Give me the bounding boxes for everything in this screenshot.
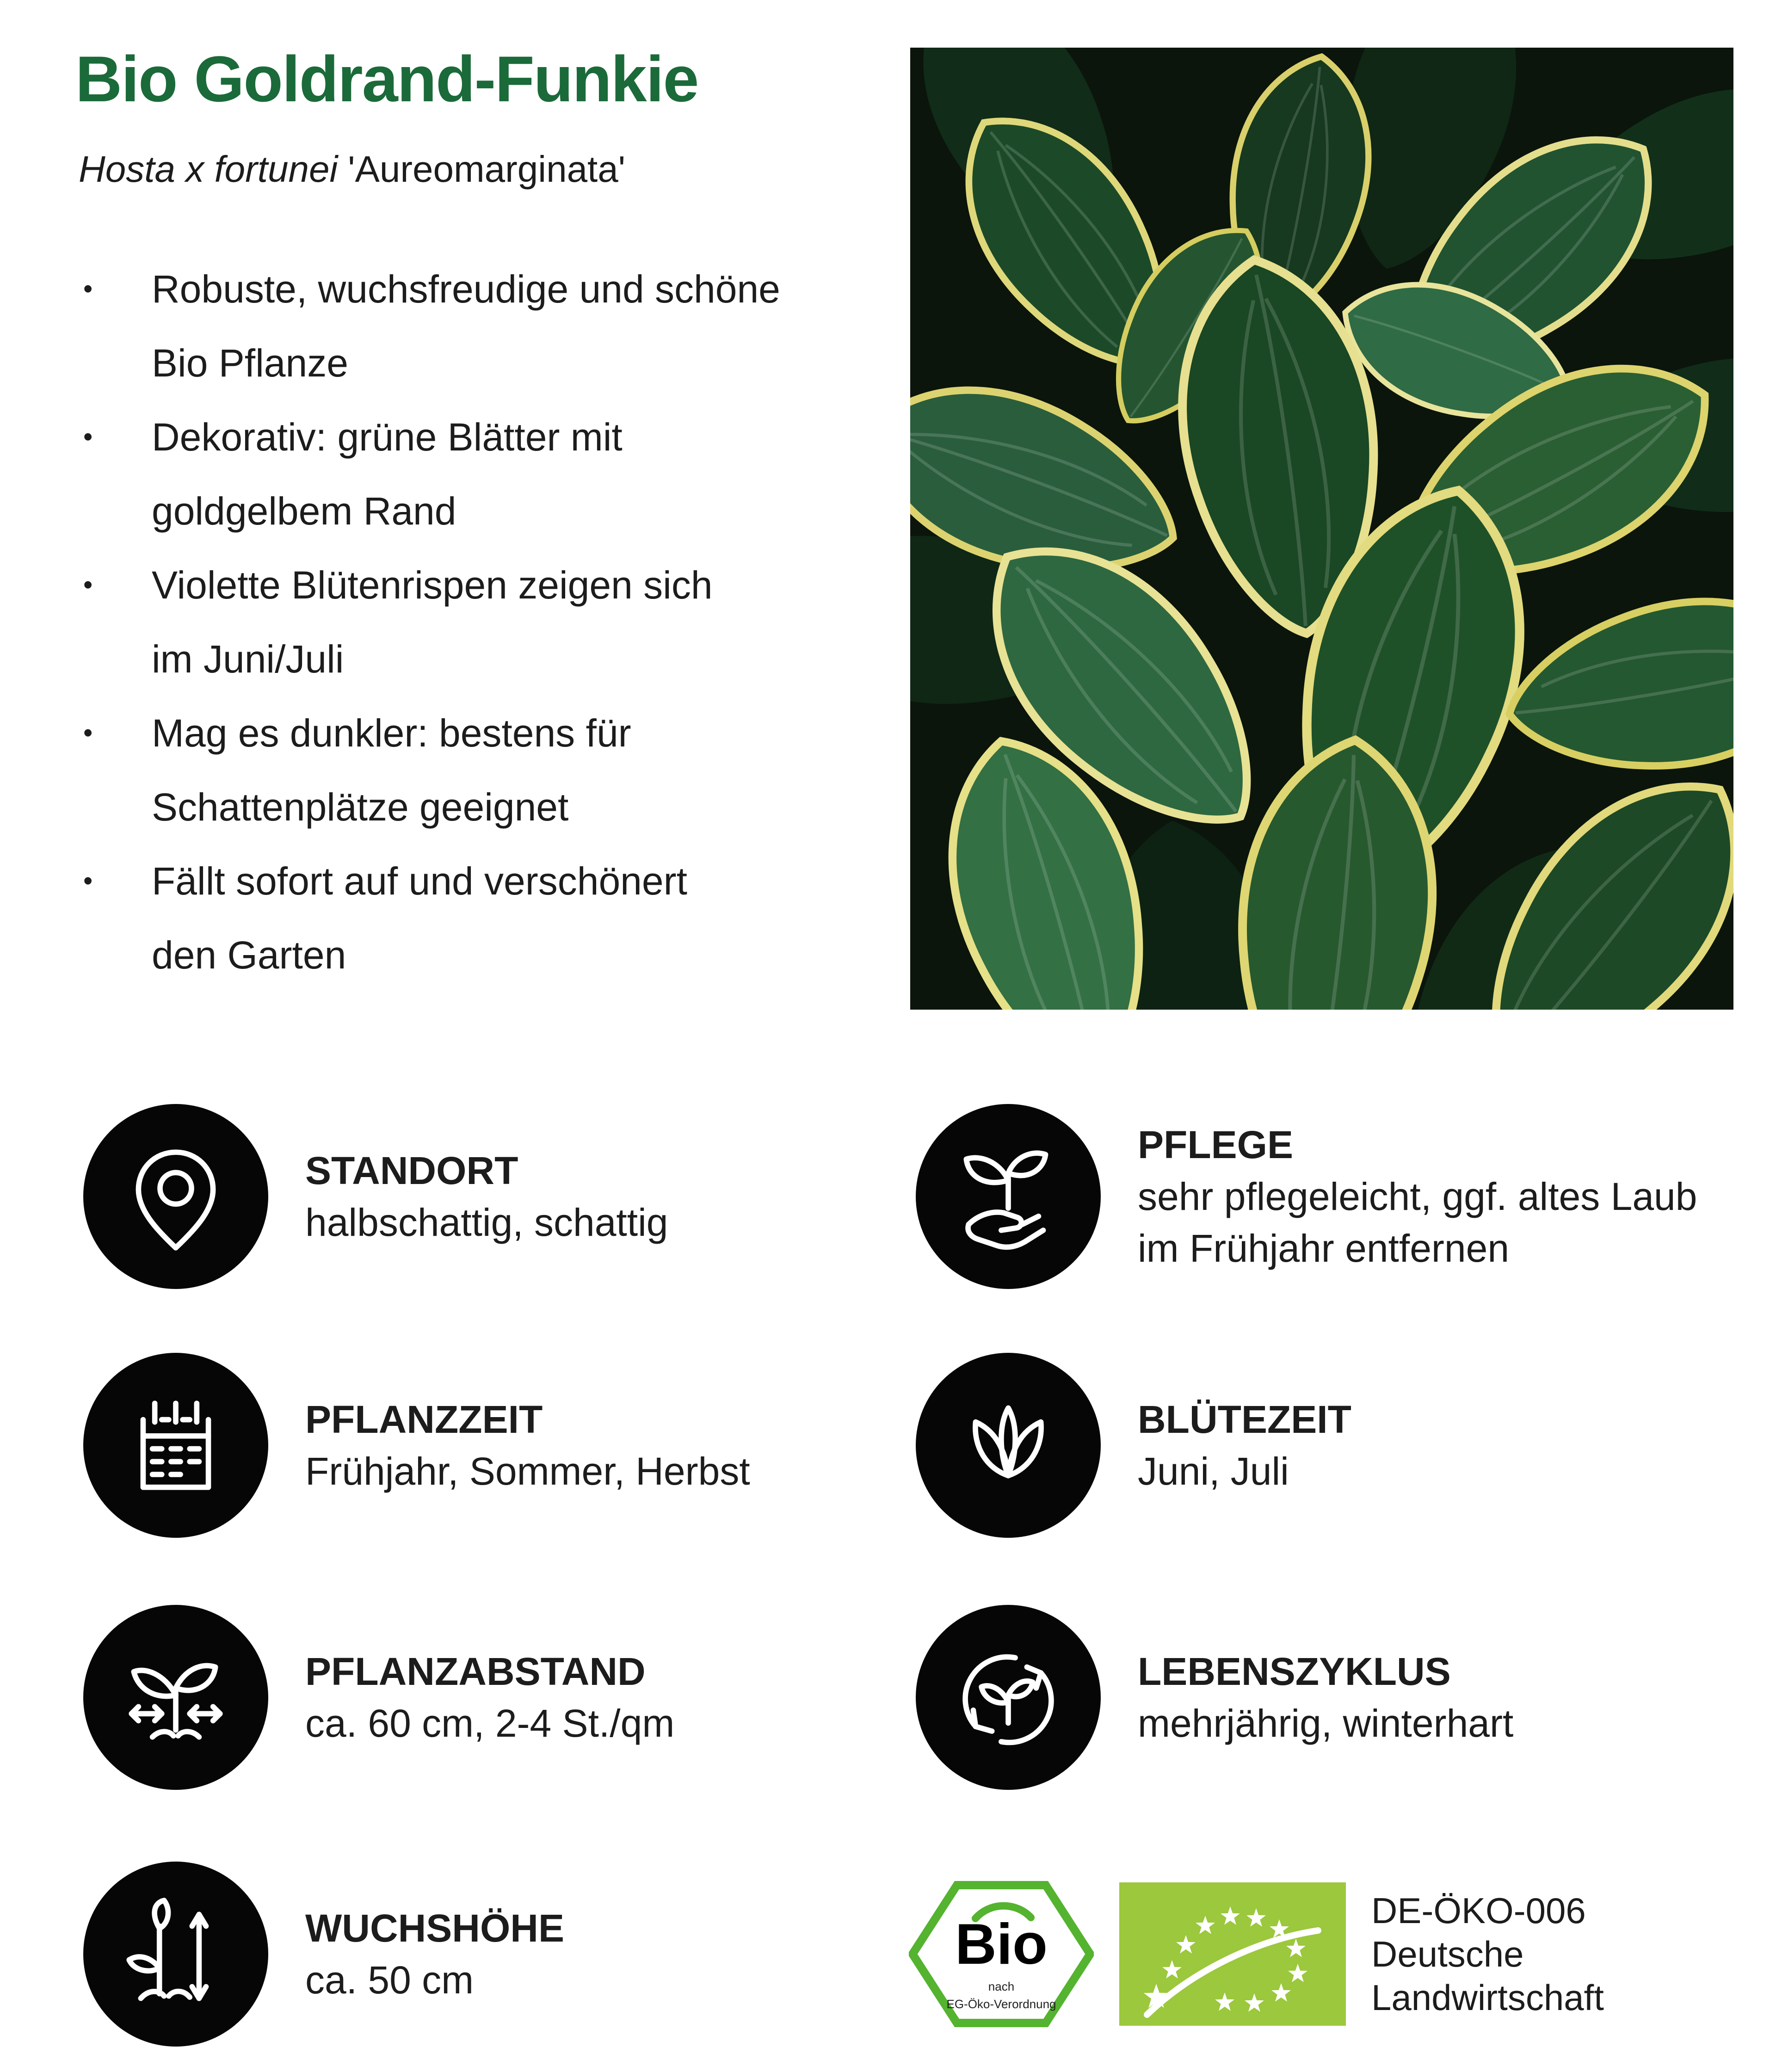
- plant-spacing-icon: [117, 1639, 234, 1756]
- lifecycle-icon: [950, 1639, 1067, 1756]
- bullet-text: goldgelbem Rand: [152, 489, 456, 533]
- botanical-name: [79, 148, 625, 191]
- bullet-text: Mag es dunkler: bestens für: [152, 711, 631, 755]
- icon-circle: [916, 1104, 1101, 1289]
- tulip-icon: [950, 1387, 1067, 1504]
- icon-circle: [83, 1353, 268, 1538]
- hosta-leaves-illustration: [910, 48, 1733, 1010]
- feature-value: mehrjährig, winterhart: [1138, 1702, 1514, 1745]
- feature-label: WUCHSHÖHE: [305, 1906, 564, 1950]
- bullet-text: den Garten: [152, 933, 346, 977]
- feature-label: STANDORT: [305, 1149, 518, 1192]
- icon-circle: [916, 1605, 1101, 1790]
- location-pin-icon: [117, 1138, 234, 1255]
- feature-bullet-list: [79, 252, 780, 992]
- bullet-dot: •: [83, 570, 93, 600]
- feature-standort: [83, 1104, 668, 1289]
- feature-pflege: [916, 1104, 1697, 1289]
- feature-value: sehr pflegeleicht, ggf. altes Laub: [1138, 1175, 1697, 1218]
- feature-value: Frühjahr, Sommer, Herbst: [305, 1449, 750, 1493]
- list-item: [79, 548, 780, 696]
- bio-seal-word: Bio: [955, 1912, 1048, 1976]
- feature-value: ca. 50 cm: [305, 1958, 474, 2002]
- bullet-text: Dekorativ: grüne Blätter mit: [152, 415, 623, 459]
- list-item: [79, 400, 780, 548]
- icon-circle: [83, 1862, 268, 2047]
- list-item: [79, 696, 780, 844]
- feature-label: BLÜTEZEIT: [1138, 1398, 1351, 1441]
- eu-organic-logo: [1119, 1882, 1346, 2026]
- species-name: Hosta x fortunei: [79, 148, 338, 190]
- icon-circle: [916, 1353, 1101, 1538]
- feature-pflanzabstand: [83, 1605, 674, 1790]
- bullet-text: Violette Blütenrispen zeigen sich: [152, 563, 713, 607]
- care-hand-icon: [950, 1138, 1067, 1255]
- bullet-dot: •: [83, 718, 93, 748]
- cert-code: DE-ÖKO-006: [1371, 1890, 1586, 1931]
- bullet-text: Bio Pflanze: [152, 341, 348, 385]
- feature-value: Juni, Juli: [1138, 1449, 1289, 1493]
- growth-height-icon: [117, 1896, 234, 2012]
- feature-wuchshoehe: [83, 1862, 564, 2047]
- feature-value: im Frühjahr entfernen: [1138, 1227, 1510, 1270]
- bullet-text: Schattenplätze geeignet: [152, 785, 569, 829]
- certification-text: [1371, 1889, 1604, 2019]
- feature-value: ca. 60 cm, 2-4 St./qm: [305, 1702, 675, 1745]
- plant-photo: [910, 48, 1733, 1010]
- bio-seal-logo: [909, 1878, 1094, 2030]
- bullet-text: im Juni/Juli: [152, 637, 344, 681]
- bullet-dot: •: [83, 866, 93, 896]
- feature-label: PFLANZZEIT: [305, 1398, 543, 1441]
- icon-circle: [83, 1605, 268, 1790]
- feature-label: PFLANZABSTAND: [305, 1650, 646, 1693]
- list-item: [79, 844, 780, 992]
- list-item: [79, 252, 780, 400]
- cert-line: Deutsche: [1371, 1934, 1524, 1974]
- certification-row: [909, 1862, 1604, 2047]
- page-title: Bio Goldrand-Funkie: [75, 43, 698, 115]
- feature-label: PFLEGE: [1138, 1123, 1294, 1166]
- bio-seal-line1: nach: [988, 1980, 1015, 1993]
- feature-value: halbschattig, schattig: [305, 1201, 668, 1244]
- bio-seal-line2: EG-Öko-Verordnung: [946, 1997, 1056, 2011]
- feature-label: LEBENSZYKLUS: [1138, 1650, 1451, 1693]
- cert-line: Landwirtschaft: [1371, 1977, 1604, 2018]
- bullet-dot: •: [83, 422, 93, 452]
- bullet-dot: •: [83, 274, 93, 304]
- cultivar-name: 'Aureomarginata': [348, 148, 626, 190]
- bullet-text: Robuste, wuchsfreudige und schöne: [152, 267, 780, 311]
- feature-pflanzzeit: [83, 1353, 750, 1538]
- bullet-text: Fällt sofort auf und verschönert: [152, 859, 687, 903]
- feature-lebenszyklus: [916, 1605, 1513, 1790]
- icon-circle: [83, 1104, 268, 1289]
- feature-bluetezeit: [916, 1353, 1351, 1538]
- calendar-icon: [117, 1387, 234, 1504]
